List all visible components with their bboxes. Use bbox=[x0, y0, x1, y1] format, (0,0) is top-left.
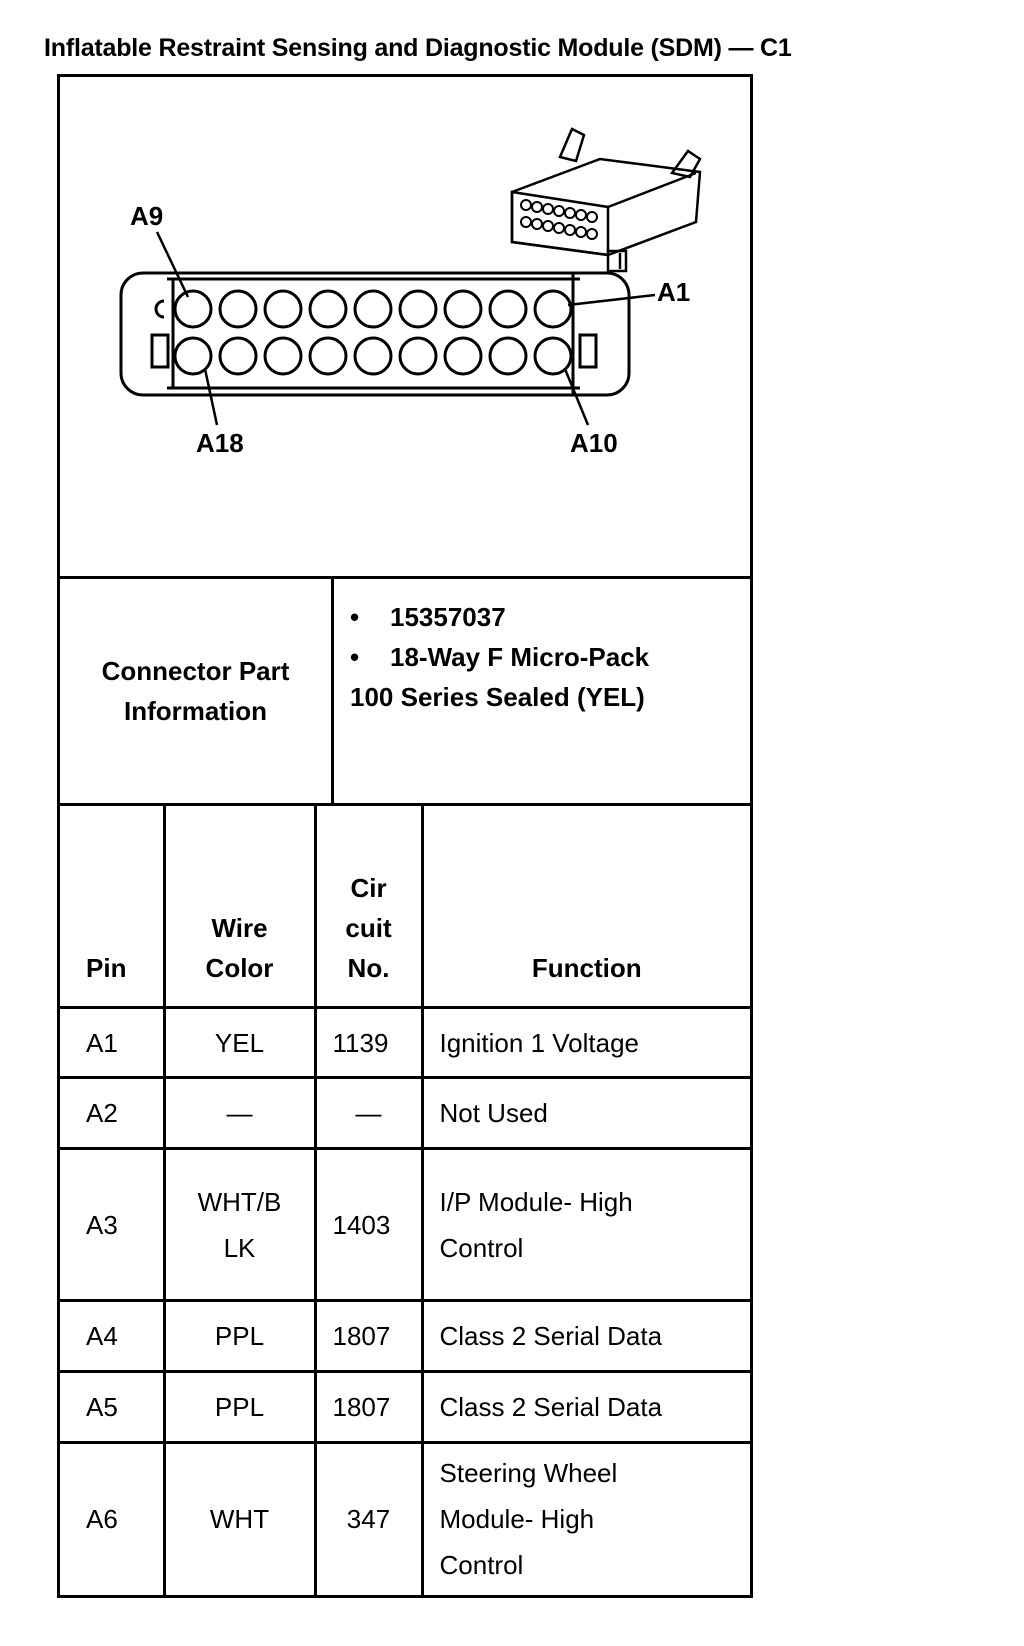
table-header-row bbox=[60, 806, 750, 1008]
cell-wire-line1: WHT/B bbox=[197, 1186, 282, 1217]
cell-function: Class 2 Serial Data bbox=[422, 1301, 750, 1372]
pin-label-a9: A9 bbox=[130, 201, 164, 231]
table-row bbox=[60, 1078, 750, 1149]
header-function: Function bbox=[422, 806, 750, 1008]
table-row bbox=[60, 1149, 750, 1301]
cell-function bbox=[422, 1443, 750, 1595]
table-row bbox=[60, 1443, 750, 1595]
header-circuit-line1: Cir bbox=[350, 873, 387, 903]
header-pin: Pin bbox=[60, 806, 164, 1008]
cell-pin: A4 bbox=[60, 1301, 164, 1372]
connector-info-label bbox=[60, 579, 334, 803]
connector-info-values bbox=[334, 579, 750, 803]
bullet-icon: • bbox=[350, 642, 360, 672]
connector-series: 100 Series Sealed (YEL) bbox=[350, 682, 645, 712]
cell-wire-line2: LK bbox=[223, 1232, 256, 1263]
cell-wire-color: PPL bbox=[164, 1301, 315, 1372]
cell-function-line2: Module- High bbox=[439, 1504, 595, 1535]
cell-circuit: 1807 bbox=[315, 1372, 422, 1443]
cell-pin: A6 bbox=[60, 1443, 164, 1595]
pinout-table bbox=[60, 806, 750, 1595]
connector-type: 18-Way F Micro-Pack bbox=[390, 642, 650, 672]
cell-circuit: 1807 bbox=[315, 1301, 422, 1372]
cell-function bbox=[422, 1149, 750, 1301]
cell-circuit: 1139 bbox=[315, 1008, 422, 1078]
header-circuit-line3: No. bbox=[347, 953, 390, 983]
header-wire-line2: Color bbox=[205, 953, 274, 983]
cell-wire-color: WHT bbox=[164, 1443, 315, 1595]
cell-function: Ignition 1 Voltage bbox=[422, 1008, 750, 1078]
cell-circuit: 347 bbox=[315, 1443, 422, 1595]
cell-wire-color: PPL bbox=[164, 1372, 315, 1443]
cell-pin: A5 bbox=[60, 1372, 164, 1443]
pin-label-a10: A10 bbox=[570, 428, 618, 458]
header-wire-line1: Wire bbox=[211, 913, 268, 943]
cell-function: Class 2 Serial Data bbox=[422, 1372, 750, 1443]
connector-face-drawing bbox=[60, 77, 750, 576]
cell-function-line2: Control bbox=[439, 1232, 524, 1263]
cell-function-line1: I/P Module- High bbox=[439, 1186, 633, 1217]
pin-label-a18: A18 bbox=[196, 428, 244, 458]
connector-info-label-line1: Connector Part bbox=[101, 656, 290, 686]
connector-isometric-icon bbox=[512, 129, 700, 271]
table-row bbox=[60, 1372, 750, 1443]
cell-wire-color: YEL bbox=[164, 1008, 315, 1078]
connector-diagram bbox=[60, 77, 750, 579]
connector-sheet bbox=[57, 74, 753, 1598]
cell-wire-color bbox=[164, 1149, 315, 1301]
bullet-icon: • bbox=[350, 602, 360, 632]
cell-function-line1: Steering Wheel bbox=[439, 1458, 618, 1489]
cell-function-line3: Control bbox=[439, 1550, 524, 1581]
header-circuit-line2: cuit bbox=[345, 913, 392, 943]
cell-pin: A2 bbox=[60, 1078, 164, 1149]
page-title: Inflatable Restraint Sensing and Diagnostic Module (SDM) — C1 bbox=[44, 34, 792, 62]
cell-pin: A3 bbox=[60, 1149, 164, 1301]
table-row bbox=[60, 1008, 750, 1078]
cell-circuit: 1403 bbox=[315, 1149, 422, 1301]
cell-pin: A1 bbox=[60, 1008, 164, 1078]
pin-label-a1: A1 bbox=[657, 277, 691, 307]
cell-circuit: — bbox=[315, 1078, 422, 1149]
connector-info-label-line2: Information bbox=[124, 696, 267, 726]
table-row bbox=[60, 1301, 750, 1372]
cell-wire-color: — bbox=[164, 1078, 315, 1149]
part-number: 15357037 bbox=[390, 602, 506, 632]
header-circuit-no bbox=[315, 806, 422, 1008]
cell-function: Not Used bbox=[422, 1078, 750, 1149]
header-wire-color bbox=[164, 806, 315, 1008]
connector-part-information bbox=[60, 579, 750, 806]
